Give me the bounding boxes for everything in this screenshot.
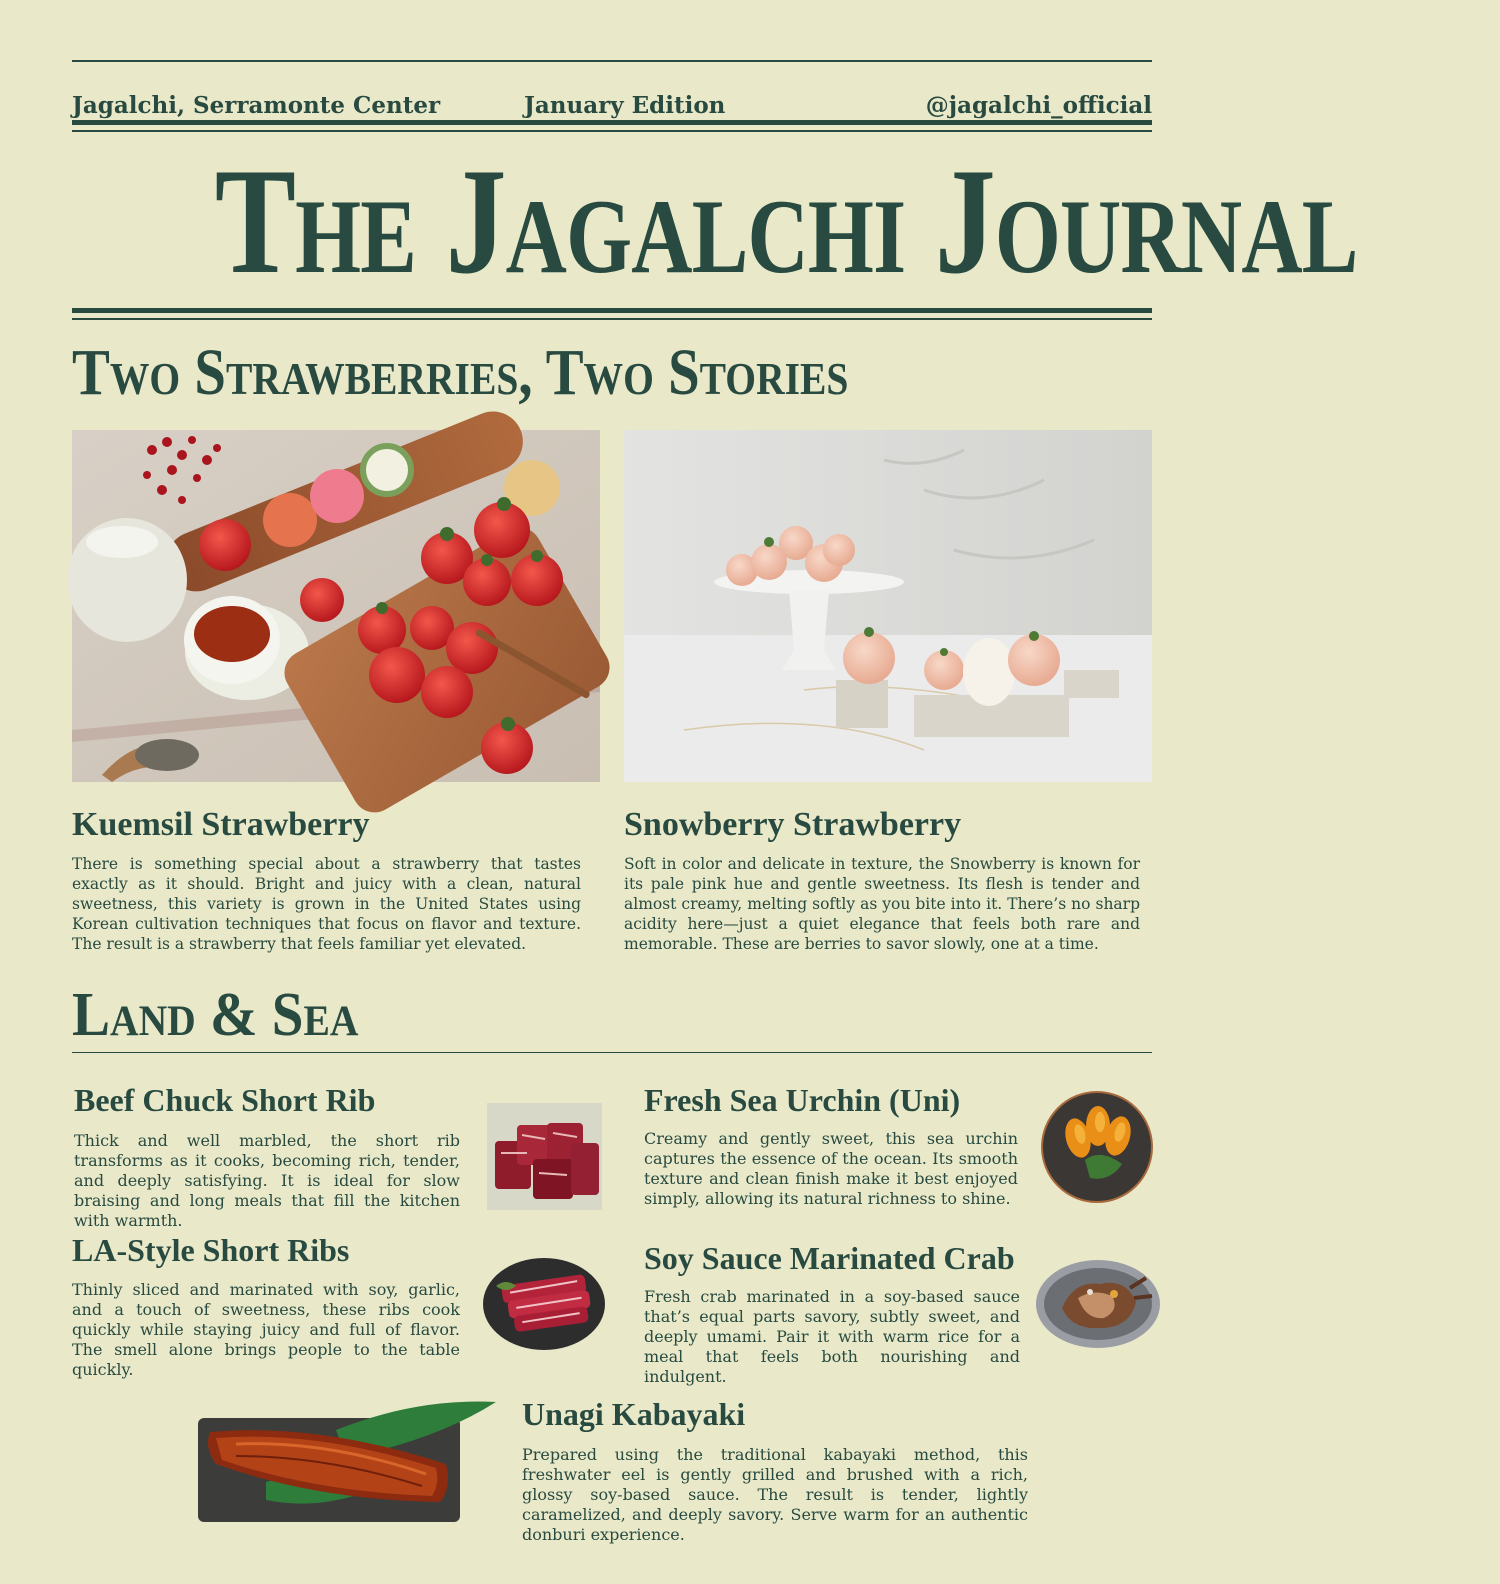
- masthead-title: The Jagalchi Journal: [214, 137, 1358, 305]
- kuemsil-strawberry-photo: [72, 430, 600, 782]
- kuemsil-strawberry-title: Kuemsil Strawberry: [72, 806, 370, 843]
- beef-chuck-short-rib-photo: [487, 1103, 602, 1210]
- snowberry-strawberry-title: Snowberry Strawberry: [624, 806, 962, 843]
- unagi-kabayaki-description: Prepared using the traditional kabayaki method, this freshwater eel is gently grilled and brushed with a rich, glossy soy-based sauce. The result is tender, lightly caramelized, and deeply savory. Serve warm for an authentic donburi experience.: [522, 1445, 1028, 1544]
- masthead-rule-thin: [72, 318, 1152, 320]
- header-top-rule: [72, 60, 1152, 62]
- soy-sauce-crab-title: Soy Sauce Marinated Crab: [644, 1240, 1015, 1276]
- header-edition: January Edition: [524, 92, 726, 119]
- soy-sauce-crab-description: Fresh crab marinated in a soy-based sauce that’s equal parts savory, subtly sweet, and deeply umami. Pair it with warm rice for a meal that feels both nourishing and indulgent.: [644, 1287, 1020, 1386]
- masthead-rule-thick: [72, 308, 1152, 313]
- snowberry-strawberry-description: Soft in color and delicate in texture, the Snowberry is known for its pale pink hue and gentle sweetness. Its flesh is tender and almost creamy, melting softly as you bite into it. There’s no sharp acidity here—just a quiet elegance that feels both rare and memorable. These are berries to savor slowly, one at a time.: [624, 855, 1140, 953]
- la-style-short-ribs-photo: [482, 1256, 607, 1352]
- header-rule-thick: [72, 120, 1152, 125]
- la-style-short-ribs-description: Thinly sliced and marinated with soy, garlic, and a touch of sweetness, these ribs cook quickly while staying juicy and full of flavor. The smell alone brings people to the table quickly.: [72, 1280, 460, 1379]
- sea-urchin-description: Creamy and gently sweet, this sea urchin captures the essence of the ocean. Its smooth texture and clean finish make it best enjoyed simply, allowing its natural richness to shine.: [644, 1129, 1018, 1208]
- header-social-handle: @jagalchi_official: [925, 92, 1152, 119]
- kuemsil-strawberry-description: There is something special about a strawberry that tastes exactly as it should. Bright and juicy with a clean, natural sweetness, this variety is grown in the United States using Korean cultivation techniques that focus on flavor and texture. The result is a strawberry that feels familiar yet elevated.: [72, 855, 581, 953]
- header-rule-thin: [72, 130, 1152, 132]
- unagi-kabayaki-title: Unagi Kabayaki: [522, 1396, 746, 1432]
- soy-sauce-crab-photo: [1034, 1258, 1162, 1350]
- land-sea-rule: [72, 1052, 1152, 1053]
- sea-urchin-title: Fresh Sea Urchin (Uni): [644, 1082, 961, 1118]
- section-title-strawberries: Two Strawberries, Two Stories: [72, 336, 849, 409]
- header-location: Jagalchi, Serramonte Center: [72, 92, 441, 119]
- section-title-land-sea: Land & Sea: [72, 981, 359, 1049]
- beef-chuck-short-rib-description: Thick and well marbled, the short rib transforms as it cooks, becoming rich, tender, and deeply satisfying. It is ideal for slow braising and long meals that fill the kitchen with warmth.: [74, 1131, 460, 1230]
- la-style-short-ribs-title: LA-Style Short Ribs: [72, 1232, 350, 1268]
- unagi-kabayaki-photo: [196, 1400, 496, 1524]
- beef-chuck-short-rib-title: Beef Chuck Short Rib: [74, 1082, 376, 1118]
- snowberry-strawberry-photo: [624, 430, 1152, 782]
- sea-urchin-photo: [1040, 1090, 1154, 1204]
